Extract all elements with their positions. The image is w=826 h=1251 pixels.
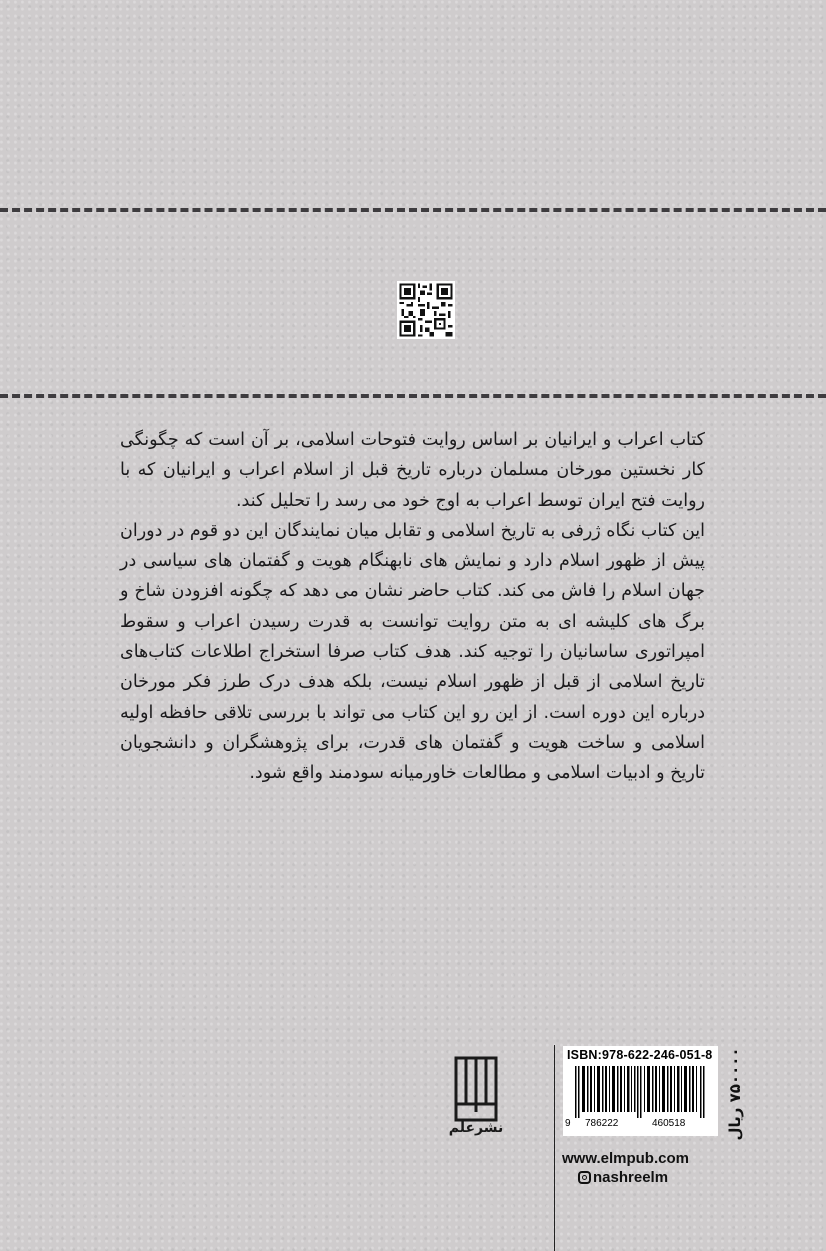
isbn-barcode [563, 1046, 718, 1136]
back-cover-blurb [120, 425, 705, 789]
barcode-digits-right: 460518 [652, 1118, 686, 1129]
dashed-divider-top [0, 208, 826, 212]
qr-code[interactable] [397, 281, 455, 339]
barcode-digits-left: 9 [565, 1118, 571, 1129]
publisher-name: نشرعلم [448, 1120, 504, 1136]
dashed-divider-bottom [0, 394, 826, 398]
instagram-handle[interactable] [578, 1169, 738, 1186]
blurb-paragraph-1: کتاب اعراب و ایرانیان بر اساس روایت فتوحات اسلامی، بر آن است که چگونگی کار نخستین مورخان مسلمان درباره تاریخ قبل از اسلام اعراب و ایرانیان که با روایت فتح ایران توسط اعراب به اوج خود می رسد را تحلیل کند. [120, 430, 705, 511]
barcode-bars [565, 1066, 715, 1118]
price-text: ۷۵۰۰۰۰ ریال [726, 1047, 744, 1141]
blurb-paragraph-2: این کتاب نگاه ژرفی به تاریخ اسلامی و تقابل میان نمایندگان این دو قوم در دوران پیش از ظهور اسلام دارد و نمایش های نابهنگام هویت و گفتمان های سیاسی در جهان اسلام را فاش می کند. کتاب حاضر نشان می دهد که چگونه افزودن شاخ و برگ های کلیشه ای به متن روایت توانست به قدرت رسیدن اعراب و سقوط امپراتوری ساسانیان را توجیه کند. هدف کتاب صرفا استخراج اطلاعات کتاب‌های تاریخ اسلامی از قبل از ظهور اسلام نیست، بلکه هدف درک طرز فکر مورخان درباره این دوره است. از این رو این کتاب می تواند با بررسی تلاقی حافظه اولیه اسلامی و ساخت هویت و گفتمان های قدرت، برای پژوهشگران و دانشجویان تاریخ و ادبیات اسلامی و مطالعات خاورمیانه سودمند واقع شود. [120, 520, 705, 784]
isbn-label: ISBN:978-622-246-051-8 [567, 1048, 713, 1062]
price-label [718, 1048, 752, 1140]
website-link[interactable]: www.elmpub.com [562, 1150, 689, 1167]
instagram-icon [578, 1171, 591, 1184]
instagram-handle-text: nashreelm [593, 1169, 669, 1186]
vertical-divider [554, 1045, 555, 1251]
barcode-digits-middle: 786222 [585, 1118, 619, 1129]
book-logo-icon [452, 1049, 500, 1129]
